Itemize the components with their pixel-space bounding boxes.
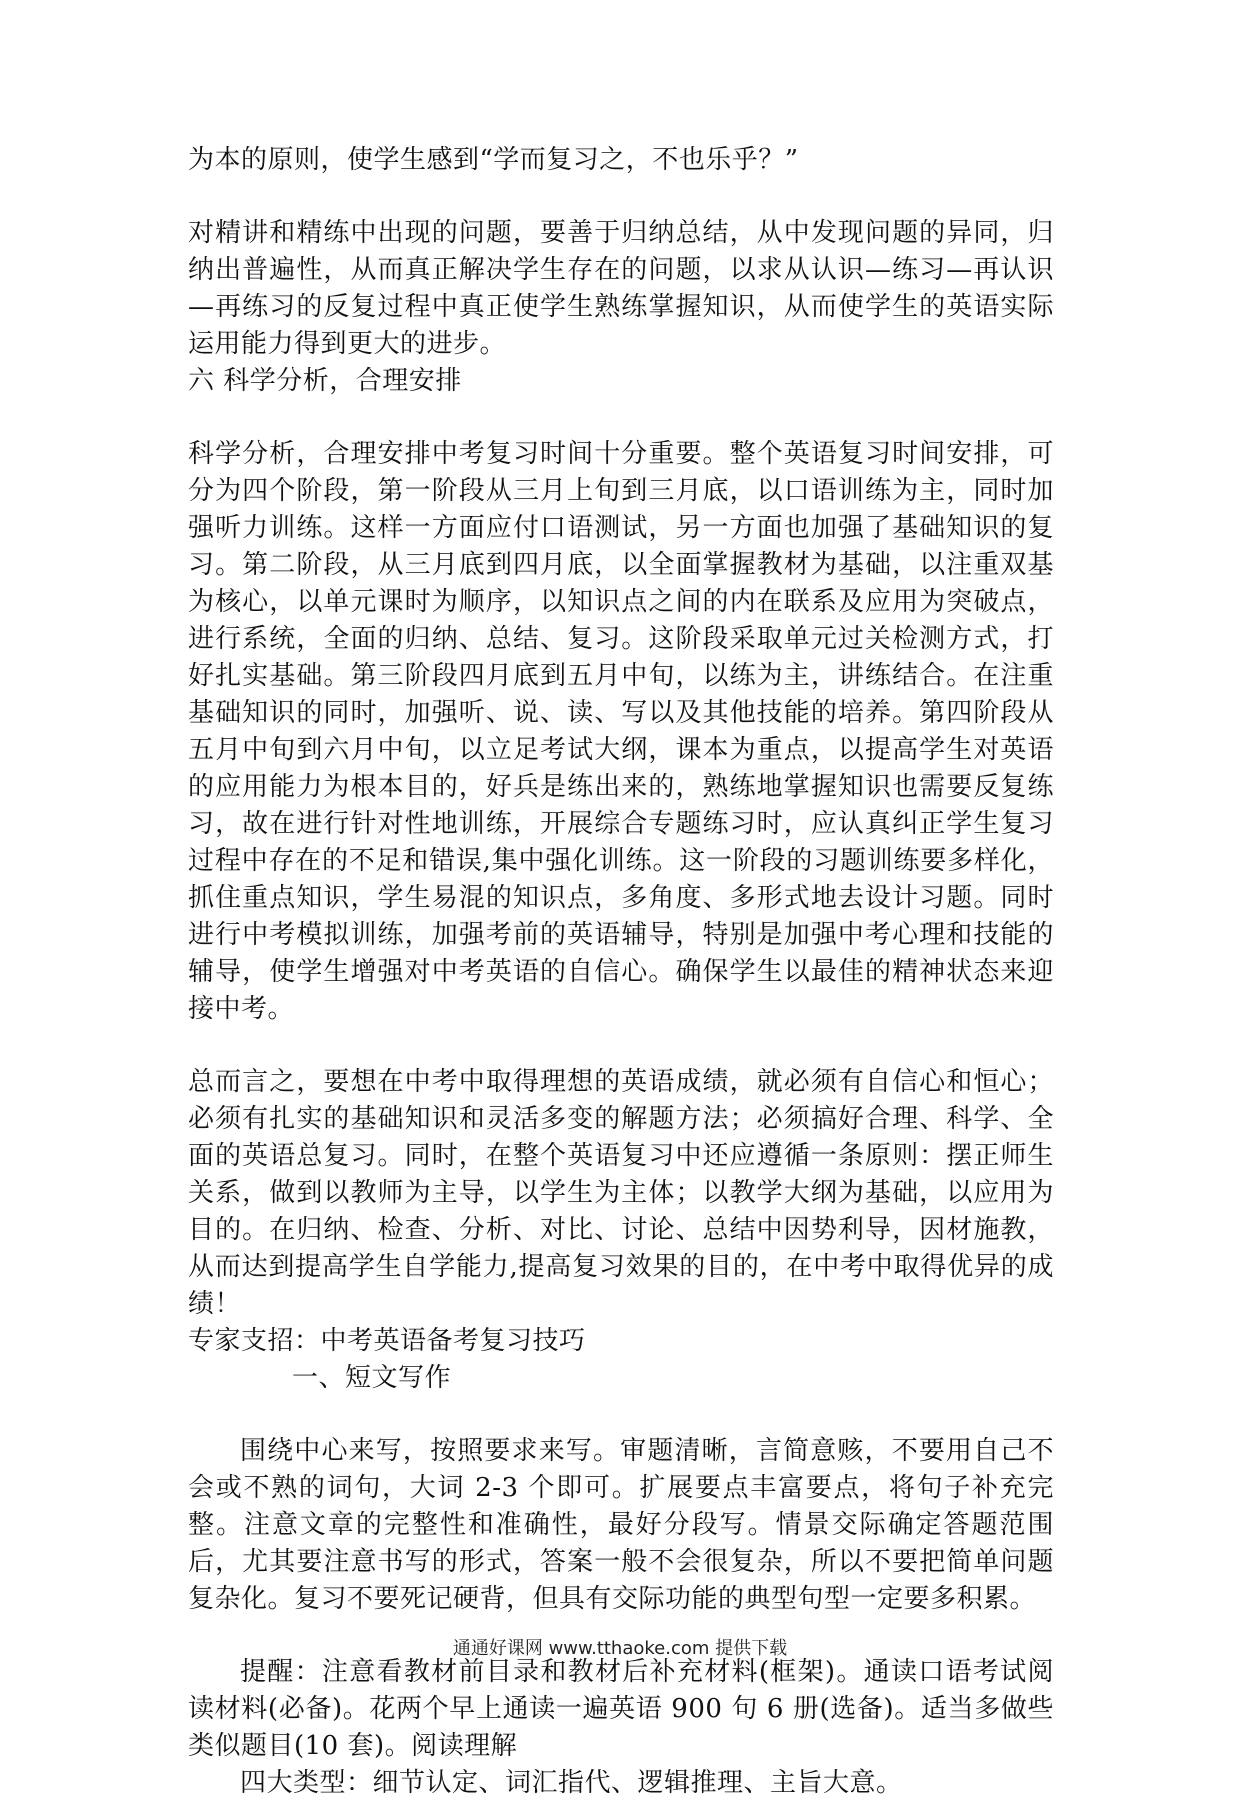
- paragraph-conclusion: 总而言之，要想在中考中取得理想的英语成绩，就必须有自信心和恒心；必须有扎实的基础知识和灵活多变的解题方法；必须搞好合理、科学、全面的英语总复习。同时，在整个英语复习中还应遵循一条原则：摆正师生关系，做到以教师为主导，以学生为主体；以教学大纲为基础，以应用为目的。在归纳、检查、分析、对比、讨论、总结中因势利导，因材施教，从而达到提高学生自学能力,提高复习效果的目的，在中考中取得优异的成绩！: [188, 1067, 1054, 1319]
- document-body: [188, 142, 1054, 1802]
- subsection-heading-writing: 一、短文写作: [292, 1363, 452, 1393]
- paragraph-writing-tips: 围绕中心来写，按照要求来写。审题清晰，言简意赅，不要用自己不会或不熟的词句，大词 2-3 个即可。扩展要点丰富要点，将句子补充完整。注意文章的完整性和准确性，最好分段写。情景交际确定答题范围后，尤其要注意书写的形式，答案一般不会很复杂，所以不要把简单问题复杂化。复习不要死记硬背，但具有交际功能的典型句型一定要多积累。: [188, 1436, 1054, 1614]
- paragraph-schedule: 科学分析，合理安排中考复习时间十分重要。整个英语复习时间安排，可分为四个阶段，第一阶段从三月上旬到三月底，以口语训练为主，同时加强听力训练。这样一方面应付口语测试，另一方面也加强了基础知识的复习。第二阶段，从三月底到四月底，以全面掌握教材为基础，以注重双基为核心，以单元课时为顺序，以知识点之间的内在联系及应用为突破点，进行系统，全面的归纳、总结、复习。这阶段采取单元过关检测方式，打好扎实基础。第三阶段四月底到五月中旬，以练为主，讲练结合。在注重基础知识的同时，加强听、说、读、写以及其他技能的培养。第四阶段从五月中旬到六月中旬，以立足考试大纲，课本为重点，以提高学生对英语的应用能力为根本目的，好兵是练出来的，熟练地掌握知识也需要反复练习，故在进行针对性地训练，开展综合专题练习时，应认真纠正学生复习过程中存在的不足和错误,集中强化训练。这一阶段的习题训练要多样化，抓住重点知识，学生易混的知识点，多角度、多形式地去设计习题。同时进行中考模拟训练，加强考前的英语辅导，特别是加强中考心理和技能的辅导，使学生增强对中考英语的自信心。确保学生以最佳的精神状态来迎接中考。: [188, 439, 1054, 1024]
- paragraph-practice-summary: 对精讲和精练中出现的问题，要善于归纳总结，从中发现问题的异同，归纳出普遍性，从而真正解决学生存在的问题，以求从认识—练习—再认识—再练习的反复过程中真正使学生熟练掌握知识，从而使学生的英语实际运用能力得到更大的进步。: [188, 218, 1054, 359]
- section-heading-six: 六 科学分析，合理安排: [188, 366, 462, 396]
- paragraph-reading-types: 四大类型：细节认定、词汇指代、逻辑推理、主旨大意。: [240, 1768, 903, 1798]
- page-footer: 通通好课网 www.tthaoke.com 提供下载: [452, 1638, 788, 1659]
- paragraph-principle: 为本的原则，使学生感到“学而复习之，不也乐乎？”: [188, 145, 799, 175]
- paragraph-reminder: 提醒：注意看教材前目录和教材后补充材料(框架)。通读口语考试阅读材料(必备)。花两个早上通读一遍英语 900 句 6 册(选备)。适当多做些类似题目(10 套)。阅读理解: [188, 1657, 1054, 1761]
- expert-tips-heading: 专家支招：中考英语备考复习技巧: [188, 1326, 586, 1356]
